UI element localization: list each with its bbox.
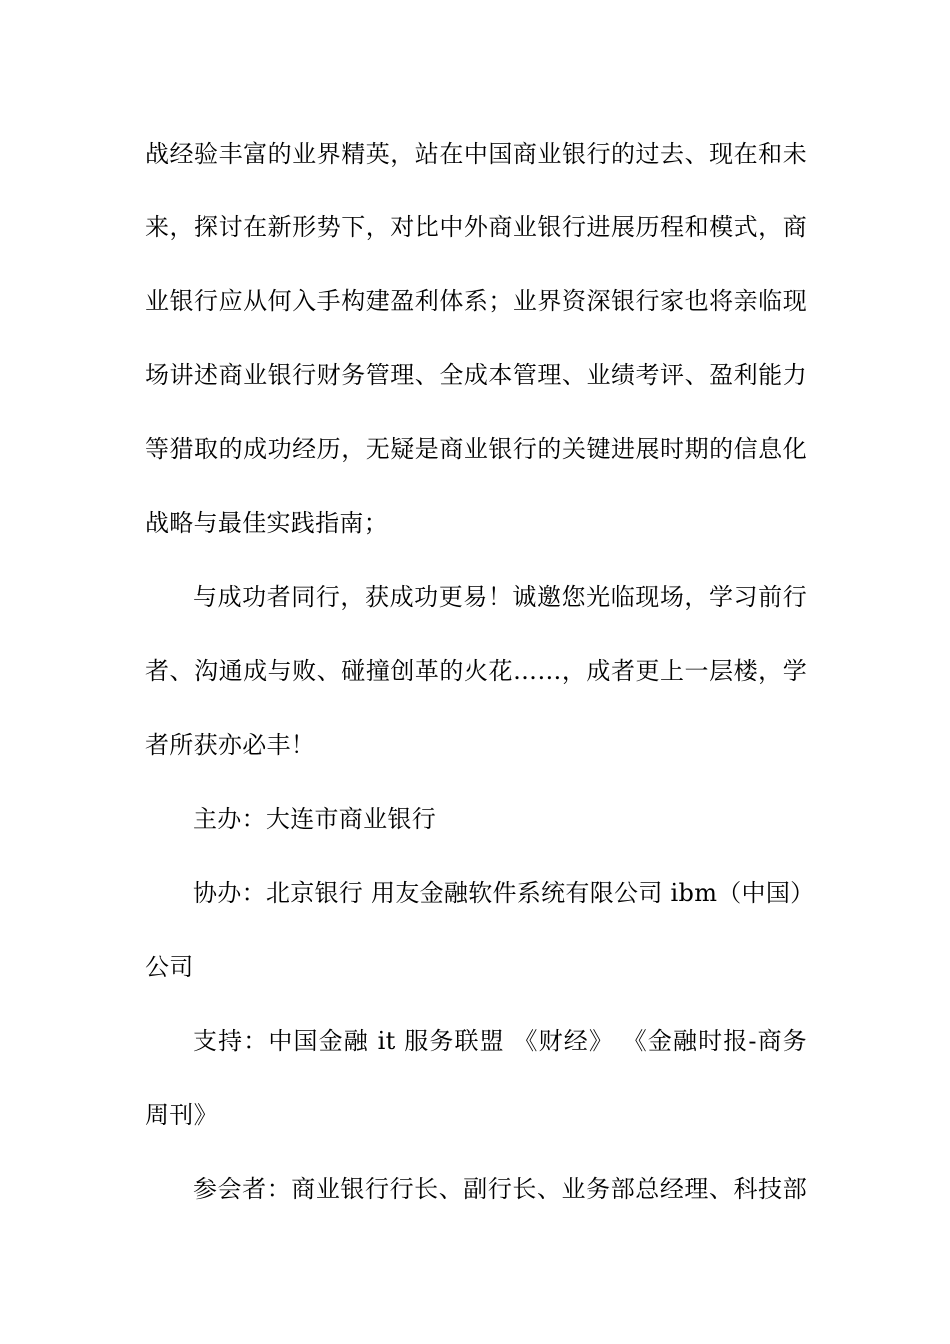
supporter-line: 周刊》 <box>145 1101 218 1129</box>
paragraph-line: 者、沟通成与败、碰撞创革的火花……，成者更上一层楼，学 <box>145 657 807 685</box>
co-organizer-line: 公司 <box>145 953 194 981</box>
paragraph-line: 业银行应从何入手构建盈利体系；业界资深银行家也将亲临现 <box>145 287 807 315</box>
participants-line: 参会者：商业银行行长、副行长、业务部总经理、科技部 <box>193 1175 807 1203</box>
organizer-line: 主办：大连市商业银行 <box>193 805 436 833</box>
paragraph-line: 者所获亦必丰！ <box>145 731 316 759</box>
supporter-line: 支持：中国金融 it 服务联盟 《财经》 《金融时报-商务 <box>193 1027 807 1055</box>
paragraph-line: 与成功者同行，获成功更易！诚邀您光临现场，学习前行 <box>193 583 807 611</box>
paragraph-line: 来，探讨在新形势下，对比中外商业银行进展历程和模式，商 <box>145 213 807 241</box>
paragraph-line: 战略与最佳实践指南； <box>145 509 388 537</box>
paragraph-line: 场讲述商业银行财务管理、全成本管理、业绩考评、盈利能力 <box>145 361 807 389</box>
paragraph-line: 战经验丰富的业界精英，站在中国商业银行的过去、现在和未 <box>145 140 807 168</box>
co-organizer-line: 协办：北京银行 用友金融软件系统有限公司 ibm（中国） <box>193 879 815 907</box>
paragraph-line: 等猎取的成功经历，无疑是商业银行的关键进展时期的信息化 <box>145 435 807 463</box>
